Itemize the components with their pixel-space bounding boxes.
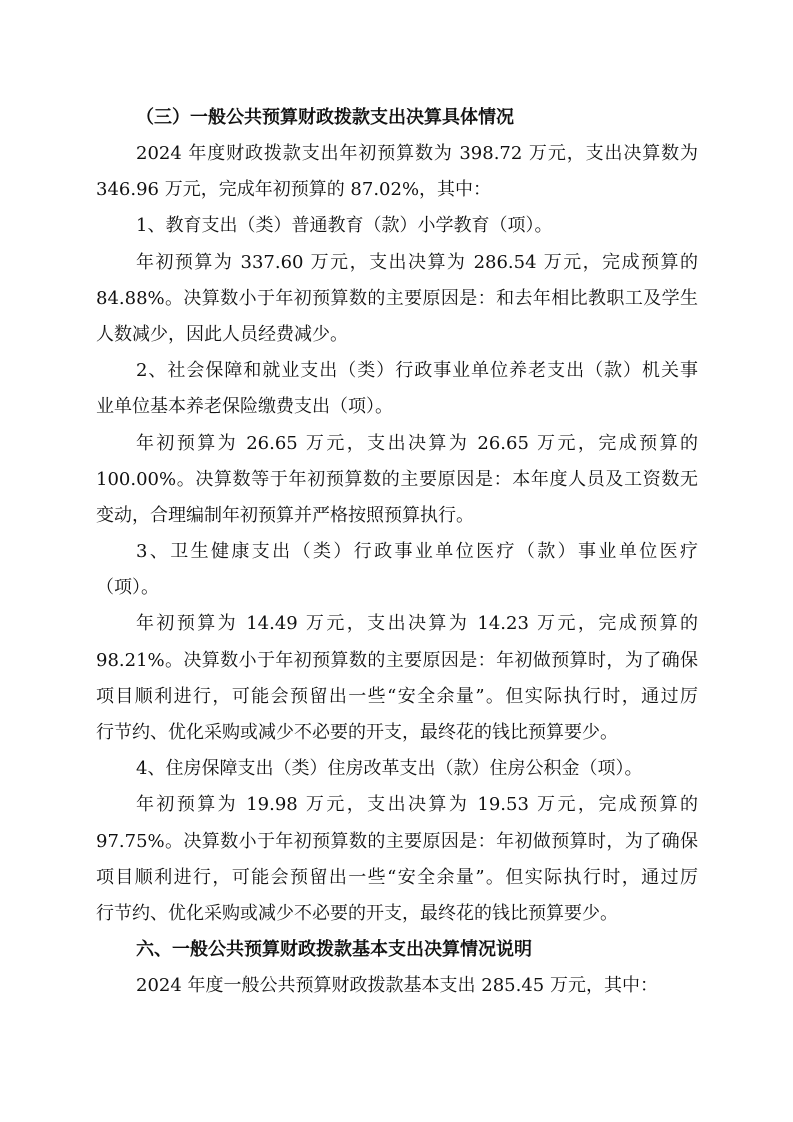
item-2-detail-line-3: 变动，合理编制年初预算并严格按照预算执行。 — [96, 504, 474, 526]
item-3-detail-line-3: 项目顺利进行，可能会预留出一些“安全余量”。但实际执行时，通过厉 — [96, 685, 698, 707]
item-3-title-line-1: 3、卫生健康支出（类）行政事业单位医疗（款）事业单位医疗 — [136, 541, 698, 563]
item-4-detail-line-4: 行节约、优化采购或减少不必要的开支，最终花的钱比预算要少。 — [96, 902, 618, 924]
item-3-detail-line-1: 年初预算为 14.49 万元，支出决算为 14.23 万元，完成预算的 — [136, 613, 698, 635]
item-4-detail-line-1: 年初预算为 19.98 万元，支出决算为 19.53 万元，完成预算的 — [136, 794, 698, 816]
item-1-title-line-1: 1、教育支出（类）普通教育（款）小学教育（项）。 — [136, 215, 553, 237]
item-4-detail-line-2: 97.75%。决算数小于年初预算数的主要原因是：年初做预算时，为了确保 — [96, 830, 698, 852]
item-3-title — [96, 534, 698, 606]
item-1-title — [96, 208, 698, 244]
item-2-detail-line-1: 年初预算为 26.65 万元，支出决算为 26.65 万元，完成预算的 — [136, 432, 698, 454]
item-2-title — [96, 353, 698, 425]
budget-summary-paragraph — [96, 136, 698, 208]
item-3-detail — [96, 606, 698, 751]
summary-line-1: 2024 年度财政拨款支出年初预算数为 398.72 万元，支出决算数为 — [136, 143, 698, 164]
item-1-detail-line-2: 84.88%。决算数小于年初预算数的主要原因是：和去年相比教职工及学生 — [96, 287, 698, 309]
section-heading-3: （三）一般公共预算财政拨款支出决算具体情况 — [136, 107, 514, 128]
item-2-title-line-2: 业单位基本养老保险缴费支出（项）。 — [96, 396, 393, 418]
item-2-title-line-1: 2、社会保障和就业支出（类）行政事业单位养老支出（款）机关事 — [136, 360, 698, 382]
summary-line-2: 346.96 万元，完成年初预算的 87.02%，其中： — [96, 179, 492, 201]
section-heading-6: 六、一般公共预算财政拨款基本支出决算情况说明 — [136, 939, 532, 961]
item-1-detail-line-3: 人数减少，因此人员经费减少。 — [96, 323, 348, 345]
item-3-detail-line-4: 行节约、优化采购或减少不必要的开支，最终花的钱比预算要少。 — [96, 722, 618, 743]
item-4-title — [96, 751, 698, 787]
item-4-detail — [96, 787, 698, 932]
item-4-detail-line-3: 项目顺利进行，可能会预留出一些“安全余量”。但实际执行时，通过厉 — [96, 866, 698, 888]
item-2-detail-line-2: 100.00%。决算数等于年初预算数的主要原因是：本年度人员及工资数无 — [96, 468, 698, 490]
item-4-title-line-1: 4、住房保障支出（类）住房改革支出（款）住房公积金（项）。 — [136, 758, 643, 780]
basic-expenditure-summary: 2024 年度一般公共预算财政拨款基本支出 285.45 万元，其中： — [136, 975, 658, 997]
item-2-detail — [96, 426, 698, 535]
item-1-detail-line-1: 年初预算为 337.60 万元，支出决算为 286.54 万元，完成预算的 — [136, 251, 698, 273]
item-3-detail-line-2: 98.21%。决算数小于年初预算数的主要原因是：年初做预算时，为了确保 — [96, 649, 698, 671]
document-body — [96, 100, 698, 1004]
item-1-detail — [96, 245, 698, 354]
item-3-title-line-2: （项）。 — [96, 577, 159, 599]
